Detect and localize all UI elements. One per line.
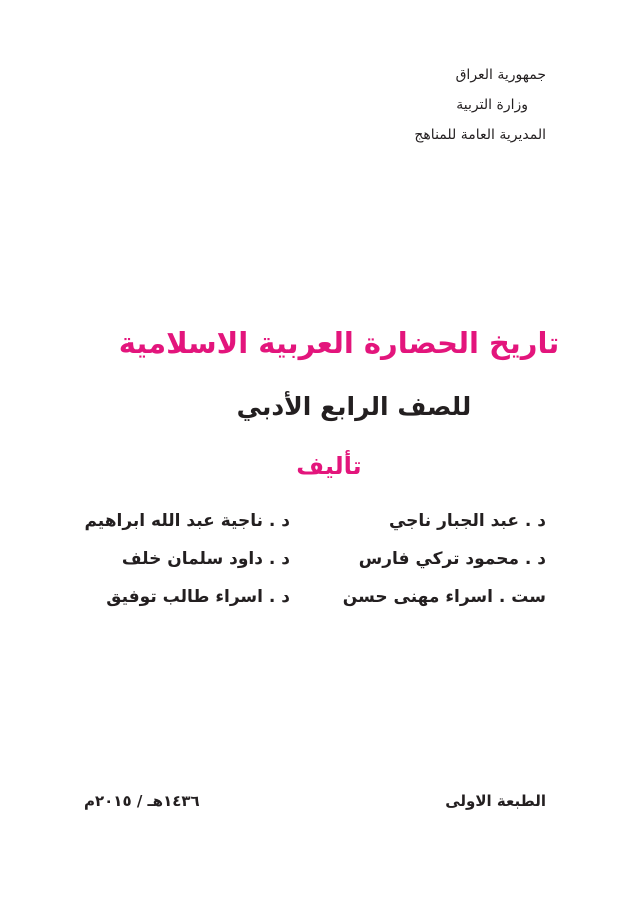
ministry-name: وزارة التربية: [456, 97, 528, 113]
directorate-name: المديرية العامة للمناهج: [414, 127, 546, 143]
author-name: د . داود سلمان خلف: [121, 549, 290, 569]
publication-date: ١٤٣٦هـ / ٢٠١٥م: [84, 792, 200, 810]
issuer-header: [286, 60, 546, 150]
author-name: د . محمود تركي فارس: [358, 549, 546, 569]
authors-right-column: [336, 502, 546, 616]
book-subtitle: للصف الرابع الأدبي: [236, 392, 472, 421]
authors-heading: تأليف: [296, 452, 362, 480]
author-name: د . ناجية عبد الله ابراهيم: [84, 511, 290, 531]
author-name: ست . اسراء مهنى حسن: [342, 587, 546, 607]
edition-label: الطبعة الاولى: [445, 792, 546, 810]
authors-left-column: [80, 502, 290, 616]
country-name: جمهورية العراق: [455, 67, 546, 83]
book-title: تاريخ الحضارة العربية الاسلامية: [118, 326, 560, 360]
author-name: د . عبد الجبار ناجي: [388, 511, 546, 531]
author-name: د . اسراء طالب توفيق: [106, 587, 290, 607]
